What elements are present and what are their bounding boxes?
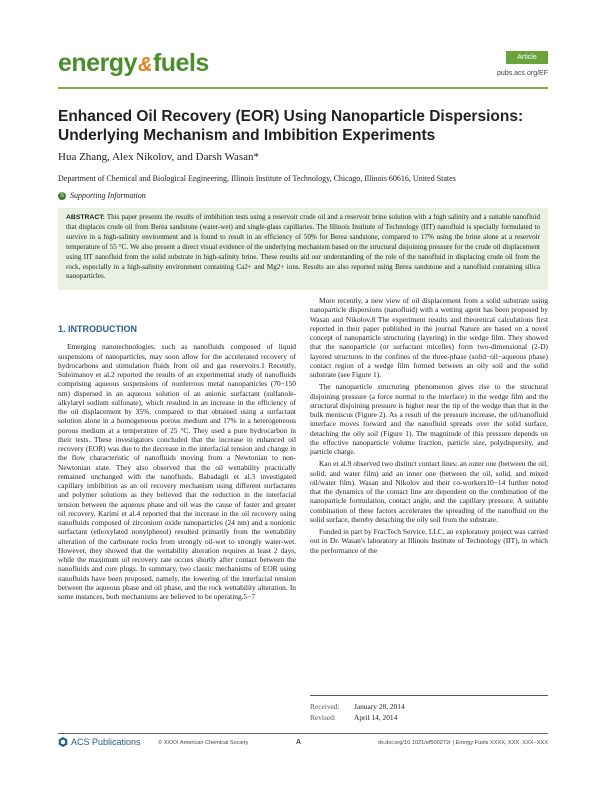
received-date: January 28, 2014	[354, 702, 405, 711]
page-footer	[58, 737, 548, 751]
paragraph: The nanoparticle structuring phenomenon gives rise to the structural disjoining pressure (a force normal to the interface) in the wedge film and the structural disjoining pressure is higher near the tip of the wedge than that in the bulk meniscus (Figure 2). As a result of the pressure increase, the oil/nanofluid interface moves forward and the nanofluid spreads over the solid surface, detaching the oily soil (Figure 1). The magnitude of this pressure depends on the effective nanoparticle volume fraction, particle size, polydispersity, and particle charge.	[310, 382, 548, 456]
supporting-info-label: Supporting Information	[70, 191, 146, 200]
right-column	[310, 296, 548, 558]
logo-energy: energy	[58, 49, 137, 77]
acs-publications-logo[interactable]	[58, 737, 141, 747]
copyright-notice: © XXXX American Chemical Society	[158, 740, 249, 746]
received-row	[310, 701, 548, 712]
acs-publications-label: ACS Publications	[71, 737, 141, 747]
acs-hexagon-icon	[58, 737, 68, 747]
page-number: A	[296, 739, 302, 746]
header-divider	[58, 87, 548, 89]
affiliation: Department of Chemical and Biological Engineering, Illinois Institute of Technology, Chicago, Illinois 60616, United States	[58, 174, 456, 183]
logo-amp: &	[137, 54, 152, 76]
footer-divider	[58, 733, 548, 734]
masthead	[58, 44, 548, 84]
journal-url-link[interactable]: pubs.acs.org/EF	[497, 70, 548, 77]
author-list: Hua Zhang, Alex Nikolov, and Darsh Wasan*	[58, 151, 260, 163]
paragraph: Kao et al.9 observed two distinct contact lines: an outer one (between the oil, solid, and water film) and an inner one (between the oil, solid, and mixed oil/water film). Wasan and Nikolov and their co-workers10−14 further noted that the dynamics of the contact line are dependent on the combination of the nanoparticle formulation, contact angle, and the capillary pressure. A suitable combination of these factors accelerates the spreading of the nanofluid on the solid surface, thereby detaching the oily soil from the substrate.	[310, 459, 548, 524]
supporting-info-icon: S	[59, 192, 64, 199]
doi-link[interactable]: dx.doi.org/10.1021/ef500272r | Energy Fuels XXXX, XXX, XXX−XXX	[377, 740, 548, 746]
supporting-information-link[interactable]	[58, 191, 146, 200]
revised-date: April 14, 2014	[354, 713, 398, 722]
paragraph: Funded in part by FracTech Service, LLC, an exploratory project was carried out in Dr. Wasan's laboratory at Illinois Institute of Technology (IIT), in which the performance of the	[310, 527, 548, 555]
left-column	[58, 325, 296, 604]
article-type-badge: Article	[506, 51, 548, 64]
logo-fuels: fuels	[152, 49, 209, 77]
journal-logo[interactable]	[58, 48, 209, 80]
section-heading: 1. INTRODUCTION	[58, 324, 138, 334]
paragraph: Emerging nanotechnologies, such as nanofluids composed of liquid suspensions of nanoparticles, may soon allow for the accelerated recovery of hydrocarbons and stimulation fluids from oil and gas reservoirs.1 Recently, Suleimanov et al.2 reported the results of an experimental study of nanofluids comprising aqueous suspensions of nonferrous metal nanoparticles (70−150 nm) dispersed in an aqueous solution of an anionic surfactant (sulfanole-alkylaryl sodium sulfonate), which resulted in an increase in the efficiency of the oil displacement by 35%, compared to that obtained using a surfactant solution alone in a homogeneous porous medium and 17% in a heterogeneous porous medium at a temperature of 25 °C. They used a pure hydrocarbon in their tests. These investigators concluded that the increase in enhanced oil recovery (EOR) was due to the decrease in the interfacial tension and change in the flow characteristic of nanofluids moving from a Newtonian to non-Newtonian state. They also observed that the oil wettability practically remained unchanged with the nanofluids. Babadagli et al.3 investigated capillary imbibition as an oil recovery mechanism using different surfactants and polymer solutions as they believed that the reduction in the interfacial tension between the aqueous phase and oil was the cause of faster and greater oil recovery. Karimi et al.4 reported that the increase in the oil recovery using nanofluids composed of zirconium oxide nanoparticles (24 nm) and a nonionic surfactant (ethoxylated nonylphenol) resulted primarily from the wettability alteration of the carbonate rocks from strongly oil-wet to strongly water-wet. However, they showed that the wettability alteration requires at least 2 days, while the maximum oil recovery rate occurs shortly after contact between the nanofluids and core plugs. In summary, two classic mechanisms of EOR using nanofluids have been proposed, namely, the lowering of the interfacial tension between the aqueous phase and oil phase, and the rock wettability alteration. In some instances, both mechanisms are believed to be operating.5−7	[58, 342, 296, 601]
article-title: Enhanced Oil Recovery (EOR) Using Nanoparticle Dispersions: Underlying Mechanism and Imbibition Experiments	[58, 108, 524, 144]
abstract-label: ABSTRACT:	[66, 214, 105, 221]
received-label: Received:	[310, 702, 340, 711]
abstract-text: This paper presents the results of imbibition tests using a reservoir crude oil and a reservoir brine solution with a high salinity and a suitable nanofluid that displaces crude oil from Berea sandstone (water-wet) and single-glass capillaries. The Illinois Institute of Technology (IIT) nanofluid is specially formulated to survive in a high-salinity environment and is found to result in an efficiency of 50% for Berea sandstone, compared to 17% using the brine alone at a reservoir temperature of 55 °C. We also present a direct visual evidence of the underlying mechanism based on the structural disjoining pressure for the crude oil displacement using IIT nanofluid from the solid substrate in high-salinity brine. These results aid our understanding of the role of the nanofluid in displacing crude oil from the rock, especially in a high-salinity environment containing Ca2+ and Mg2+ ions. Results are also reported using Berea sandstone and a nanofluid containing silica nanoparticles.	[66, 213, 540, 281]
abstract-box	[58, 208, 548, 290]
paragraph: More recently, a new view of oil displacement from a solid substrate using nanoparticle dispersions (nanofluid) with a wetting agent has been proposed by Wasan and Nikolov.8 The experiment results and theoretical calculations first reported in their paper published in the journal Nature are based on a novel concept of nanoparticle structuring (layering) in the wedge film. They showed that the nanoparticle (or surfactant micelles) form two-dimensional (2-D) layered structures in the confines of the three-phase (solid−oil−aqueous phase) contact region of a wedge film formed between an oily soil and the solid substrate (see Figure 1).	[310, 296, 548, 379]
revised-label: Revised:	[310, 713, 336, 722]
revised-row	[310, 712, 548, 723]
publication-dates	[310, 695, 548, 723]
